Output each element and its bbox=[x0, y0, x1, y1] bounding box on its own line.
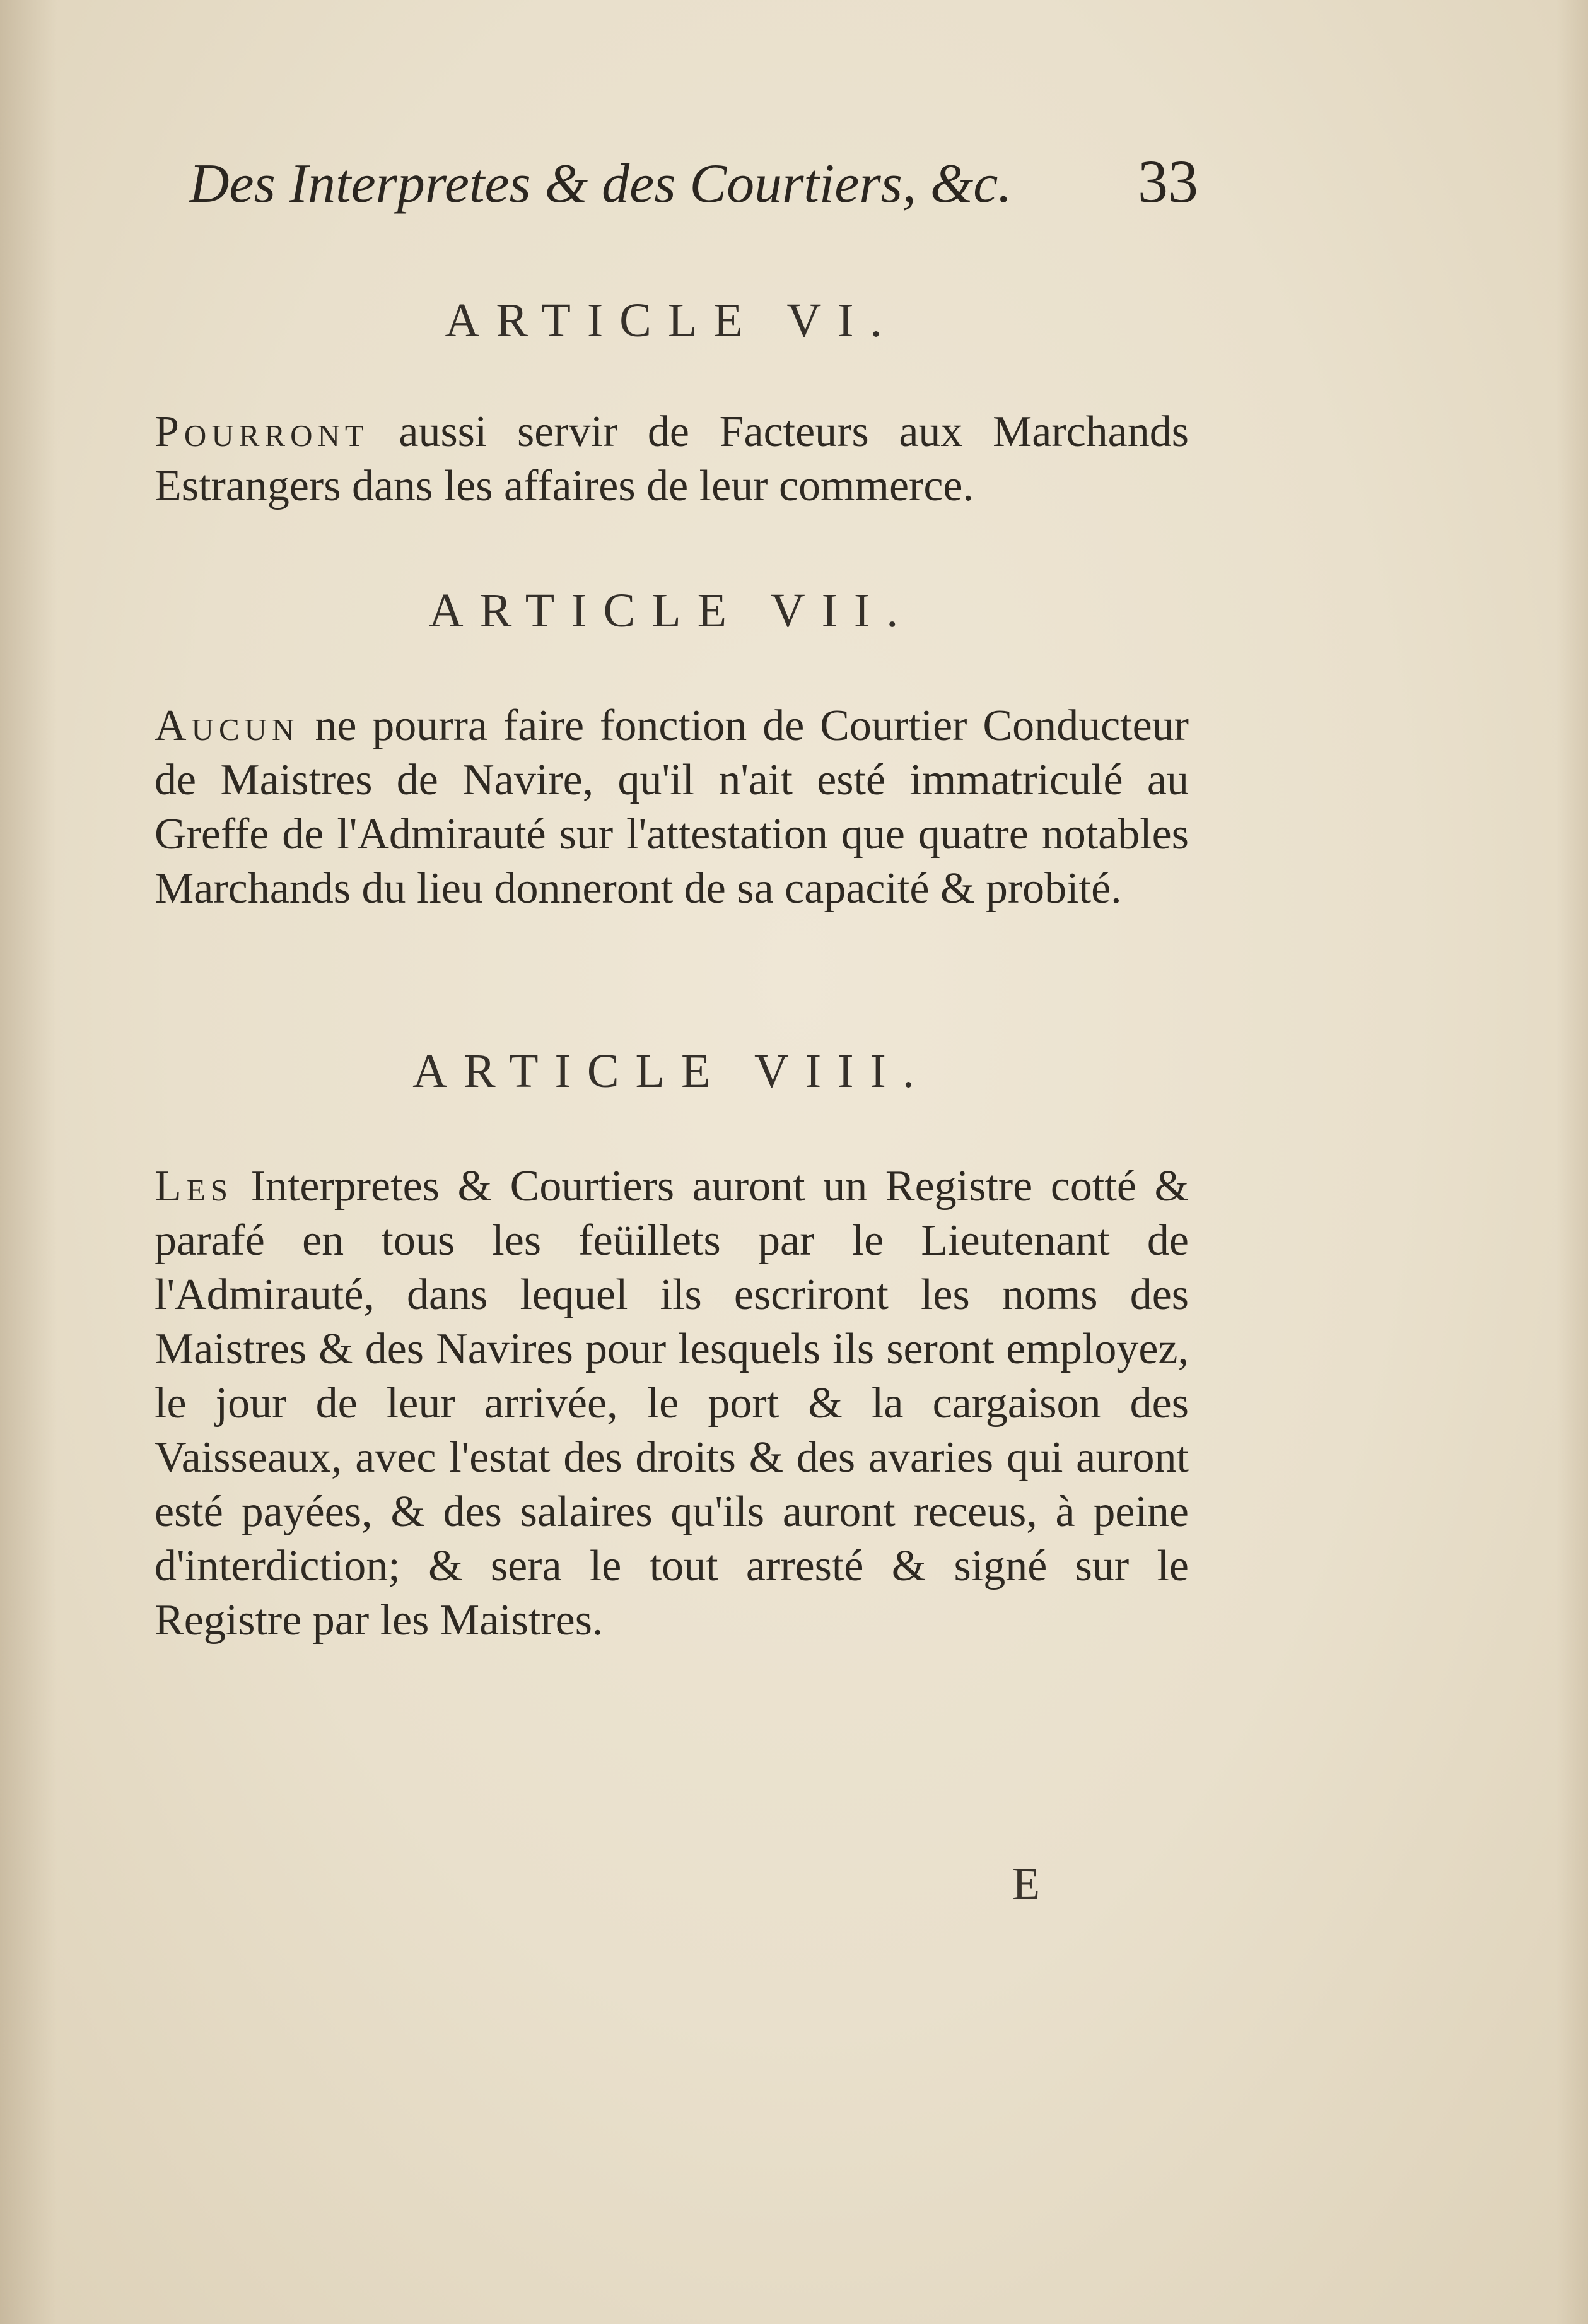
article-heading-vi: ARTICLE VI. bbox=[445, 294, 899, 347]
page-edge-shadow-left bbox=[0, 0, 57, 2324]
article-vii-lead-word: Aucun bbox=[155, 701, 300, 750]
signature-mark: E bbox=[1012, 1858, 1040, 1909]
article-viii-text: Interpretes & Courtiers auront un Registre cotté & parafé en tous les feüillets par le Lieutenant de l'Admirauté, dans lequel ils escriront les noms des Maistres & des Navires pour lesquels ils seront employez, le jour de leur arrivée, le port & la cargaison des Vaisseaux, avec l'estat des droits & des avaries qui auront esté payées, & des salaires qu'ils auront receus, à peine d'interdiction; & sera le tout arresté & signé sur le Registre par les Maistres. bbox=[155, 1162, 1189, 1645]
running-head bbox=[189, 148, 1198, 215]
page-edge-shadow-right bbox=[1556, 0, 1588, 2324]
article-vi-paragraph bbox=[155, 405, 1189, 514]
article-viii-paragraph bbox=[155, 1159, 1189, 1648]
article-vi-text: aussi servir de Facteurs aux Marchands Estrangers dans les affaires de leur commerce. bbox=[155, 408, 1189, 510]
article-heading-vii: ARTICLE VII. bbox=[428, 584, 915, 637]
article-vii-text: ne pourra faire fonction de Courtier Conducteur de Maistres de Navire, qu'il n'ait esté immatriculé au Greffe de l'Admirauté sur l'attestation que quatre notables Marchands du lieu donneront de sa capacité & probité. bbox=[155, 701, 1189, 913]
article-viii-lead-word: Les bbox=[155, 1162, 233, 1211]
page-number: 33 bbox=[1138, 148, 1198, 215]
running-head-title: Des Interpretes & des Courtiers, &c. bbox=[189, 153, 1012, 214]
article-vii-paragraph bbox=[155, 699, 1189, 916]
article-vi-lead-word: Pourront bbox=[155, 408, 369, 456]
article-heading-viii: ARTICLE VIII. bbox=[412, 1045, 931, 1098]
